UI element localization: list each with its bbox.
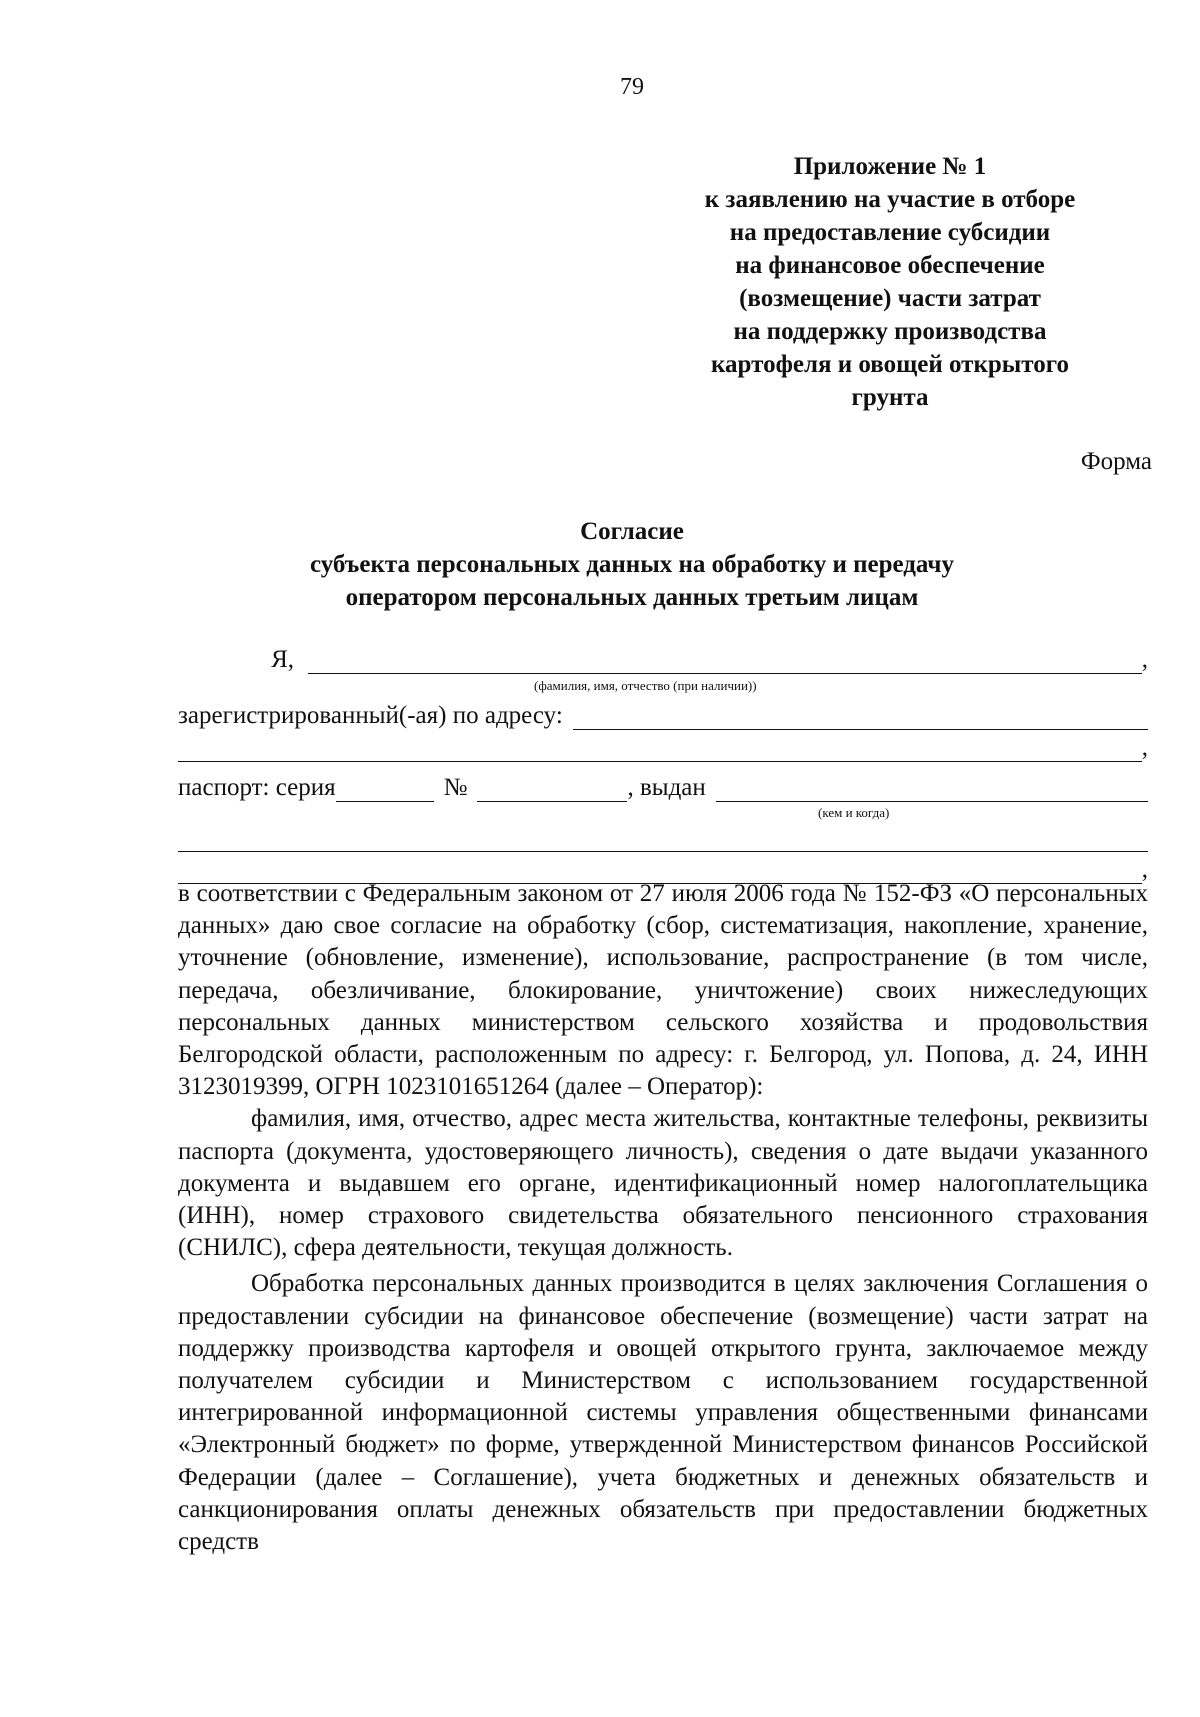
appendix-line: на финансовое обеспечение <box>735 252 1045 279</box>
comma: , <box>1141 734 1148 761</box>
title-line-3: оператором персональных данных третьим лицам <box>345 584 919 611</box>
page-number: 79 <box>620 74 644 100</box>
paragraph-data-list: фамилия, имя, отчество, адрес места жительства, контактные телефоны, реквизиты паспорта (документа, удостоверяющего личность), сведения о дате выдачи указанного документа и выдавшем его органе, идентификационный номер налогоплательщика (ИНН), номер страхового свидетельства обязательного пенсионного страхования (СНИЛС), сфера деятельности, текущая должность. <box>178 1105 1148 1262</box>
address-field-continuation[interactable] <box>178 733 1142 762</box>
form-label: Форма <box>1080 448 1152 475</box>
appendix-line: картофеля и овощей открытого <box>711 351 1069 378</box>
address-field[interactable] <box>573 701 1148 730</box>
passport-row <box>178 768 1148 802</box>
appendix-heading <box>660 150 1120 414</box>
passport-series-field[interactable] <box>336 773 434 802</box>
passport-number-field[interactable] <box>477 773 627 802</box>
registered-label: зарегистрированный(-ая) по адресу: <box>178 702 563 729</box>
title-line-2: субъекта персональных данных на обработку и передачу <box>309 551 955 578</box>
consent-body <box>178 878 1148 1558</box>
comma: , <box>1141 646 1148 673</box>
appendix-line: грунта <box>851 384 929 411</box>
address-row <box>178 696 1148 730</box>
paragraph-processing-purpose: Обработка персональных данных производится в целях заключения Соглашения о предоставлении субсидии на финансовое обеспечение (возмещение) части затрат на поддержку производства картофеля и овощей открытого грунта, заключаемое между получателем субсидии и Министерством с использованием государственной интегрированной информационной системы управления общественными финансами «Электронный бюджет» по форме, утвержденной Министерством финансов Российской Федерации (далее – Соглашение), учета бюджетных и денежных обязательств и санкционирования оплаты денежных обязательств при предоставлении бюджетных средств <box>178 1270 1148 1556</box>
issued-continuation-row <box>178 818 1148 852</box>
name-row <box>178 640 1148 674</box>
comma: , <box>1141 856 1148 883</box>
issued-by-field-continuation[interactable] <box>178 823 1148 852</box>
address-continuation-row <box>178 728 1148 762</box>
i-label: Я, <box>271 646 294 673</box>
appendix-line: на предоставление субсидии <box>729 219 1051 246</box>
appendix-line: к заявлению на участие в отборе <box>704 186 1076 213</box>
name-hint: (фамилия, имя, отчество (при наличии)) <box>534 678 757 693</box>
issued-label: , выдан <box>627 774 706 801</box>
issued-by-field[interactable] <box>716 773 1148 802</box>
title-line-1: Согласие <box>580 518 684 545</box>
appendix-line: на поддержку производства <box>733 318 1047 345</box>
passport-number-label: № <box>443 774 468 801</box>
passport-series-label: паспорт: серия <box>178 774 336 801</box>
issued-hint: (кем и когда) <box>818 805 890 820</box>
appendix-line: (возмещение) части затрат <box>739 285 1041 312</box>
paragraph-legal-basis: в соответствии с Федеральным законом от 27 июля 2006 года № 152-ФЗ «О персональных данных» даю свое согласие на обработку (сбор, систематизация, накопление, хранение, уточнение (обновление, изменение), использование, распространение (в том числе, передача, обезличивание, блокирование, уничтожение) своих нижеследующих персональных данных министерством сельского хозяйства и продовольствия Белгородской области, расположенным по адресу: г. Белгород, ул. Попова, д. 24, ИНН 3123019399, ОГРН 1023101651264 (далее – Оператор): <box>178 880 1148 1101</box>
full-name-field[interactable] <box>308 645 1142 674</box>
document-title <box>0 515 1200 614</box>
appendix-line: Приложение № 1 <box>793 153 987 180</box>
